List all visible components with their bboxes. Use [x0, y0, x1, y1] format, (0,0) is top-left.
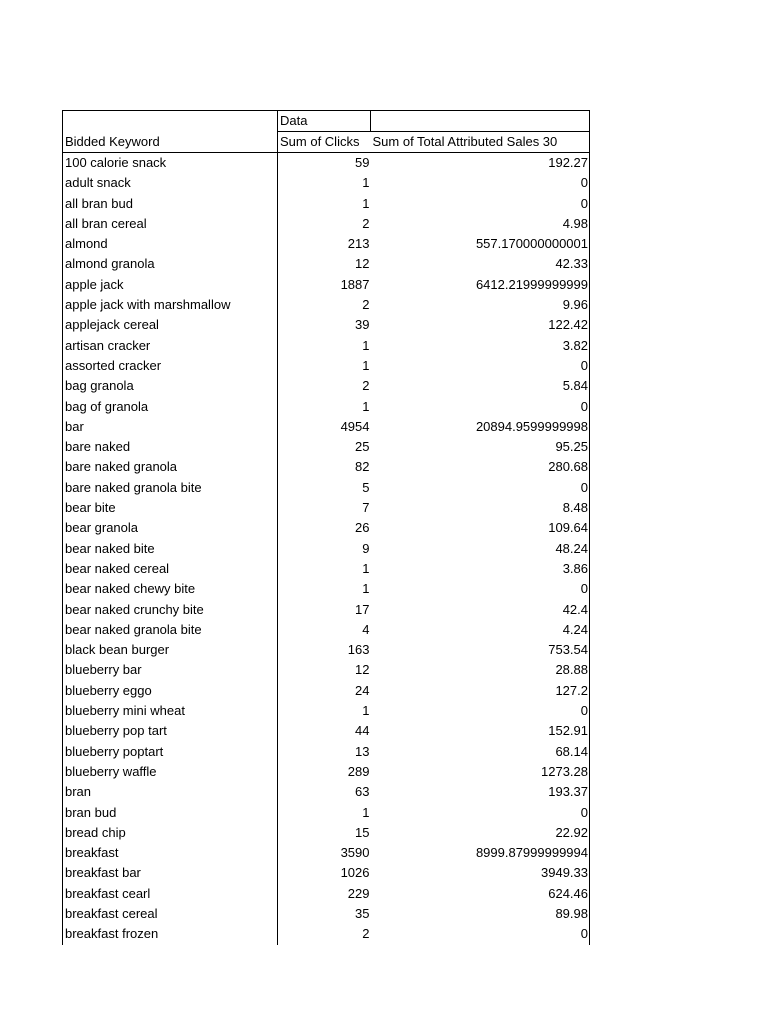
table-row: [63, 863, 590, 883]
keyword-cell[interactable]: blueberry eggo: [63, 681, 278, 701]
clicks-cell[interactable]: 229: [347, 885, 370, 901]
keyword-cell[interactable]: breakfast frozen: [63, 924, 278, 944]
table-row: [63, 376, 590, 396]
clicks-cell[interactable]: 5: [362, 479, 370, 495]
keyword-cell[interactable]: bear bite: [63, 498, 278, 518]
clicks-cell[interactable]: 25: [355, 439, 370, 455]
keyword-cell[interactable]: bear naked bite: [63, 539, 278, 559]
value-field-header-sum-of-clicks[interactable]: Sum of Clicks: [278, 132, 371, 153]
clicks-cell[interactable]: 1: [362, 195, 370, 211]
sales-cell[interactable]: 193.37: [371, 782, 590, 802]
keyword-cell[interactable]: all bran cereal: [63, 214, 278, 234]
clicks-cell[interactable]: 82: [355, 459, 370, 475]
sales-cell[interactable]: 280.68: [371, 457, 590, 477]
keyword-cell[interactable]: breakfast cereal: [63, 904, 278, 924]
sales-cell[interactable]: 20894.9599999998: [371, 417, 590, 437]
sales-cell[interactable]: 6412.21999999999: [371, 275, 590, 295]
clicks-cell[interactable]: 3590: [340, 845, 370, 861]
table-row: [63, 660, 590, 680]
clicks-cell[interactable]: 13: [355, 743, 370, 759]
table-row: [63, 681, 590, 701]
clicks-cell[interactable]: 24: [355, 682, 370, 698]
keyword-cell[interactable]: bare naked: [63, 437, 278, 457]
sales-cell[interactable]: 0: [371, 194, 590, 214]
table-row: [63, 884, 590, 904]
table-row: [63, 742, 590, 762]
sales-cell[interactable]: 0: [371, 803, 590, 823]
clicks-cell[interactable]: 4: [362, 621, 370, 637]
table-row: [63, 640, 590, 660]
clicks-cell[interactable]: 12: [355, 256, 370, 272]
sales-cell[interactable]: 95.25: [371, 437, 590, 457]
header-empty-cell: [63, 111, 278, 132]
keyword-cell[interactable]: all bran bud: [63, 194, 278, 214]
keyword-cell[interactable]: bear granola: [63, 518, 278, 538]
sales-cell[interactable]: 152.91: [371, 721, 590, 741]
sales-cell[interactable]: 22.92: [371, 823, 590, 843]
sales-cell[interactable]: 3949.33: [371, 863, 590, 883]
table-row: [63, 600, 590, 620]
keyword-cell[interactable]: bag of granola: [63, 397, 278, 417]
keyword-cell[interactable]: blueberry pop tart: [63, 721, 278, 741]
sales-cell[interactable]: 109.64: [371, 518, 590, 538]
table-row: [63, 153, 590, 174]
keyword-cell[interactable]: blueberry poptart: [63, 742, 278, 762]
table-row: [63, 823, 590, 843]
keyword-cell[interactable]: bare naked granola bite: [63, 478, 278, 498]
sales-cell[interactable]: 0: [371, 356, 590, 376]
keyword-cell[interactable]: bear naked crunchy bite: [63, 600, 278, 620]
clicks-cell[interactable]: 1: [362, 175, 370, 191]
sales-cell[interactable]: 0: [371, 924, 590, 944]
sales-cell[interactable]: 9.96: [371, 295, 590, 315]
sales-cell[interactable]: 0: [371, 579, 590, 599]
row-field-header-bidded-keyword[interactable]: Bidded Keyword: [63, 132, 278, 153]
sales-cell[interactable]: 557.170000000001: [371, 234, 590, 254]
clicks-cell[interactable]: 1: [362, 398, 370, 414]
pivot-body: [63, 153, 590, 945]
sales-cell[interactable]: 3.86: [371, 559, 590, 579]
clicks-cell[interactable]: 35: [355, 905, 370, 921]
table-row: [63, 478, 590, 498]
sales-cell[interactable]: 48.24: [371, 539, 590, 559]
table-row: [63, 762, 590, 782]
clicks-cell[interactable]: 12: [355, 662, 370, 678]
keyword-cell[interactable]: breakfast: [63, 843, 278, 863]
clicks-cell[interactable]: 44: [355, 723, 370, 739]
sales-cell[interactable]: 192.27: [371, 153, 590, 174]
keyword-cell[interactable]: bare naked granola: [63, 457, 278, 477]
clicks-cell[interactable]: 1: [362, 560, 370, 576]
sales-cell[interactable]: 4.98: [371, 214, 590, 234]
keyword-cell[interactable]: 100 calorie snack: [63, 153, 278, 174]
table-row: [63, 559, 590, 579]
keyword-cell[interactable]: black bean burger: [63, 640, 278, 660]
table-row: [63, 579, 590, 599]
keyword-cell[interactable]: almond: [63, 234, 278, 254]
keyword-cell[interactable]: bag granola: [63, 376, 278, 396]
table-row: [63, 924, 590, 944]
keyword-cell[interactable]: bran: [63, 782, 278, 802]
keyword-cell[interactable]: artisan cracker: [63, 336, 278, 356]
sales-cell[interactable]: 122.42: [371, 315, 590, 335]
table-row: [63, 173, 590, 193]
clicks-cell[interactable]: 2: [362, 297, 370, 313]
clicks-cell[interactable]: 7: [362, 500, 370, 516]
keyword-cell[interactable]: apple jack: [63, 275, 278, 295]
sales-cell[interactable]: 0: [371, 173, 590, 193]
clicks-cell[interactable]: 1: [362, 804, 370, 820]
clicks-cell[interactable]: 59: [355, 155, 370, 170]
keyword-cell[interactable]: blueberry mini wheat: [63, 701, 278, 721]
value-field-header-sum-of-sales[interactable]: Sum of Total Attributed Sales 30: [371, 132, 590, 153]
keyword-cell[interactable]: bear naked cereal: [63, 559, 278, 579]
sales-cell[interactable]: 42.33: [371, 254, 590, 274]
sales-cell[interactable]: 0: [371, 701, 590, 721]
table-row: [63, 437, 590, 457]
sales-cell[interactable]: 5.84: [371, 376, 590, 396]
pivot-table-sheet: [62, 110, 589, 945]
keyword-cell[interactable]: almond granola: [63, 254, 278, 274]
clicks-cell[interactable]: 2: [362, 926, 370, 942]
table-row: [63, 417, 590, 437]
clicks-cell[interactable]: 15: [355, 824, 370, 840]
keyword-cell[interactable]: breakfast bar: [63, 863, 278, 883]
pivot-table: [62, 110, 590, 945]
table-row: [63, 254, 590, 274]
sales-cell[interactable]: 68.14: [371, 742, 590, 762]
clicks-cell[interactable]: 1: [362, 357, 370, 373]
clicks-cell[interactable]: 213: [347, 236, 370, 252]
clicks-cell[interactable]: 1: [362, 581, 370, 597]
pivot-header-row-fields: [63, 132, 590, 153]
sales-cell[interactable]: 1273.28: [371, 762, 590, 782]
table-row: [63, 234, 590, 254]
table-row: [63, 498, 590, 518]
keyword-cell[interactable]: bear naked chewy bite: [63, 579, 278, 599]
sales-cell[interactable]: 4.24: [371, 620, 590, 640]
sales-cell[interactable]: 3.82: [371, 336, 590, 356]
table-row: [63, 620, 590, 640]
clicks-cell[interactable]: 17: [355, 601, 370, 617]
header-empty-cell: [371, 111, 590, 132]
sales-cell[interactable]: 89.98: [371, 904, 590, 924]
sales-cell[interactable]: 42.4: [371, 600, 590, 620]
keyword-cell[interactable]: bread chip: [63, 823, 278, 843]
clicks-cell[interactable]: 1: [362, 703, 370, 719]
sales-cell[interactable]: 0: [371, 397, 590, 417]
clicks-cell[interactable]: 63: [355, 784, 370, 800]
sales-cell[interactable]: 8999.87999999994: [371, 843, 590, 863]
clicks-cell[interactable]: 1: [362, 337, 370, 353]
keyword-cell[interactable]: bran bud: [63, 803, 278, 823]
sales-cell[interactable]: 8.48: [371, 498, 590, 518]
keyword-cell[interactable]: assorted cracker: [63, 356, 278, 376]
table-row: [63, 214, 590, 234]
clicks-cell[interactable]: 39: [355, 317, 370, 333]
table-row: [63, 336, 590, 356]
sales-cell[interactable]: 624.46: [371, 884, 590, 904]
sales-cell[interactable]: 127.2: [371, 681, 590, 701]
keyword-cell[interactable]: bear naked granola bite: [63, 620, 278, 640]
data-field-header[interactable]: Data: [278, 111, 371, 132]
table-row: [63, 275, 590, 295]
clicks-cell[interactable]: 2: [362, 215, 370, 231]
table-row: [63, 721, 590, 741]
table-row: [63, 295, 590, 315]
sales-cell[interactable]: 28.88: [371, 660, 590, 680]
table-row: [63, 701, 590, 721]
clicks-cell[interactable]: 1887: [340, 276, 370, 292]
clicks-cell[interactable]: 163: [347, 642, 370, 658]
clicks-cell[interactable]: 1026: [340, 865, 370, 881]
table-row: [63, 843, 590, 863]
table-row: [63, 904, 590, 924]
keyword-cell[interactable]: bar: [63, 417, 278, 437]
table-row: [63, 397, 590, 417]
table-row: [63, 457, 590, 477]
table-row: [63, 782, 590, 802]
pivot-header-row-data: [63, 111, 590, 132]
keyword-cell[interactable]: breakfast cearl: [63, 884, 278, 904]
table-row: [63, 315, 590, 335]
clicks-cell[interactable]: 9: [362, 540, 370, 556]
sales-cell[interactable]: 753.54: [371, 640, 590, 660]
table-row: [63, 803, 590, 823]
keyword-cell[interactable]: blueberry waffle: [63, 762, 278, 782]
clicks-cell[interactable]: 289: [347, 763, 370, 779]
table-row: [63, 194, 590, 214]
keyword-cell[interactable]: adult snack: [63, 173, 278, 193]
keyword-cell[interactable]: blueberry bar: [63, 660, 278, 680]
clicks-cell[interactable]: 4954: [340, 418, 370, 434]
table-row: [63, 356, 590, 376]
table-row: [63, 518, 590, 538]
sales-cell[interactable]: 0: [371, 478, 590, 498]
clicks-cell[interactable]: 2: [362, 378, 370, 394]
clicks-cell[interactable]: 26: [355, 520, 370, 536]
table-row: [63, 539, 590, 559]
keyword-cell[interactable]: apple jack with marshmallow: [63, 295, 278, 315]
keyword-cell[interactable]: applejack cereal: [63, 315, 278, 335]
